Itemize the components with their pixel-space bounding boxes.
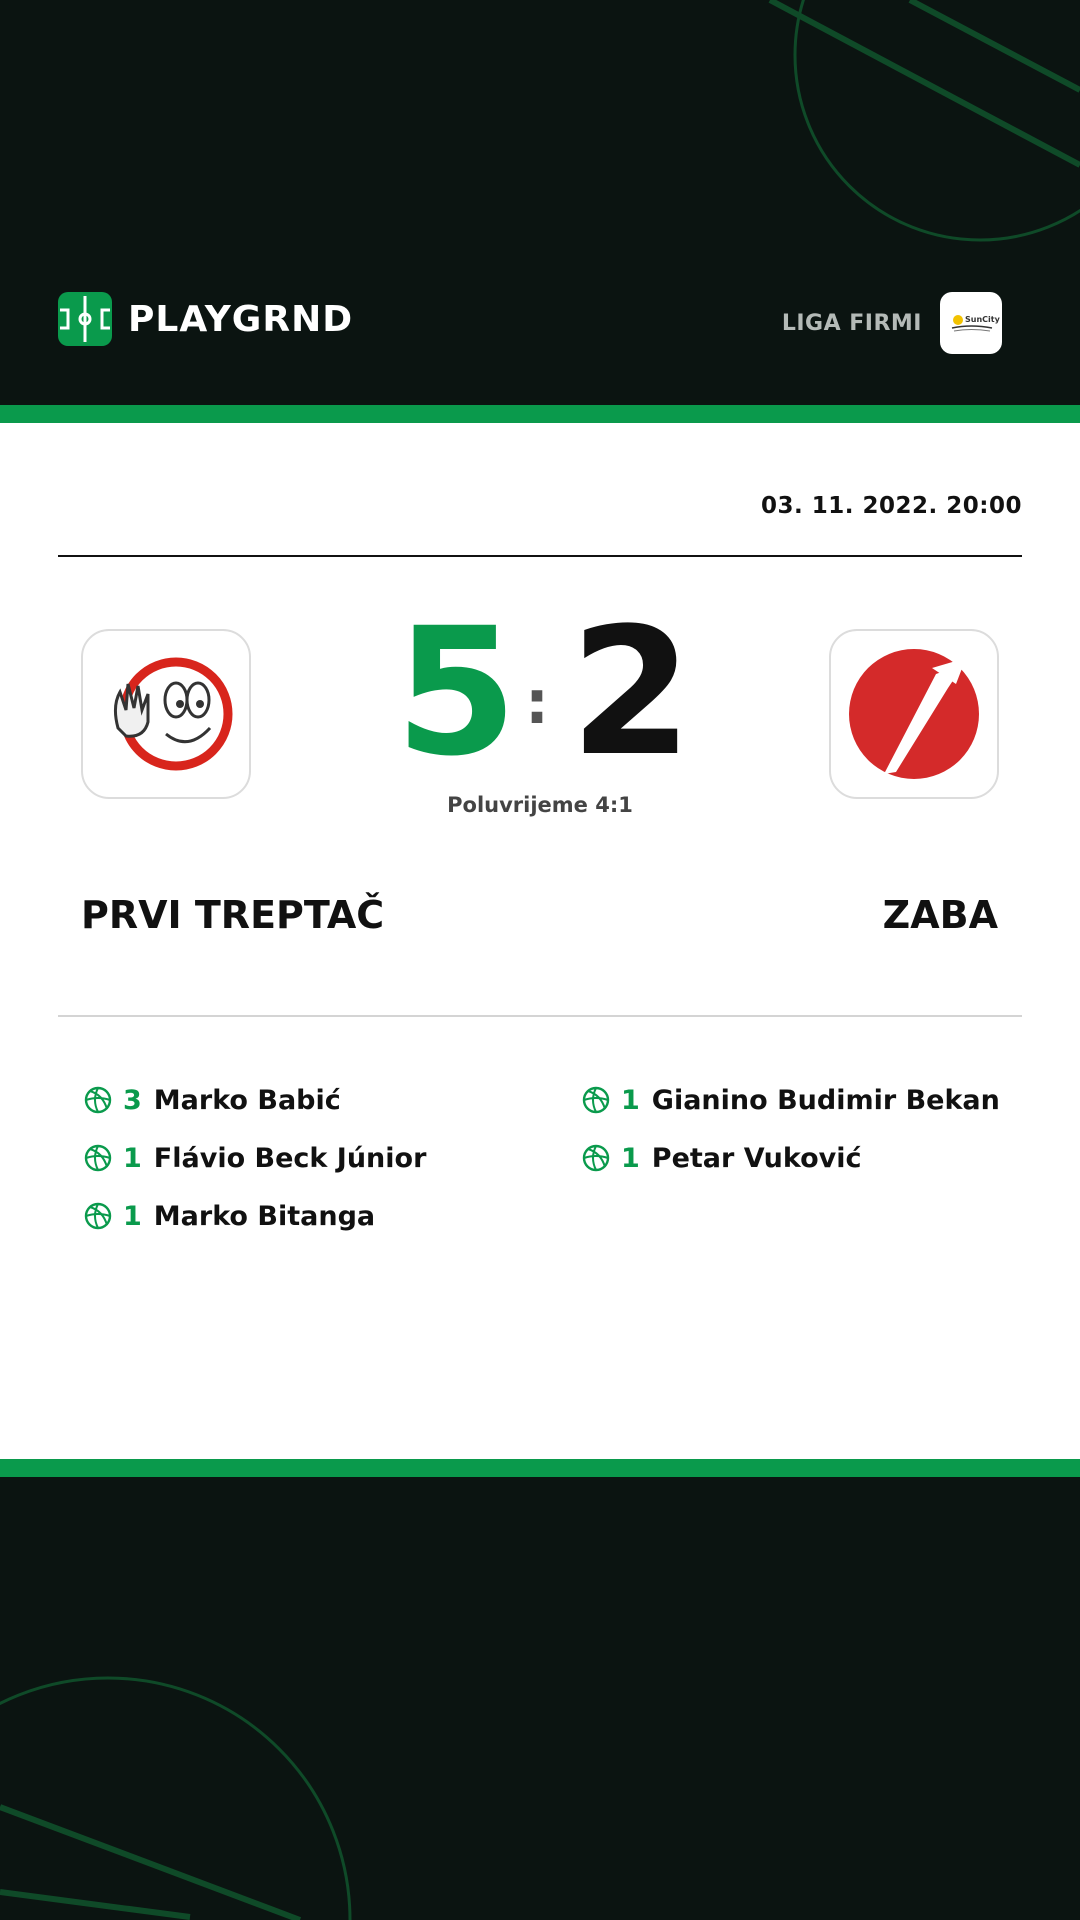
scorer-row [83, 1071, 426, 1129]
match-datetime: 03. 11. 2022. 20:00 [761, 493, 1022, 519]
pitch-lines-decoration [0, 1477, 1080, 1920]
scorer-row [581, 1071, 1000, 1129]
home-team-name: PRVI TREPTAČ [81, 893, 385, 937]
goal-count: 1 [621, 1084, 640, 1116]
field-icon [58, 292, 112, 346]
player-name: Gianino Budimir Bekan [651, 1084, 1000, 1116]
score-separator: : [525, 668, 549, 738]
away-score: 2 [570, 590, 693, 795]
match-card [0, 423, 1080, 1459]
divider [58, 555, 1022, 557]
suncity-logo [940, 292, 1002, 354]
app-header [58, 290, 1012, 348]
player-name: Petar Vuković [651, 1142, 862, 1174]
footer-background [0, 1477, 1080, 1920]
player-name: Marko Babić [153, 1084, 341, 1116]
prvi-treptac-logo [96, 644, 236, 784]
halftime-score: Poluvrijeme 4:1 [447, 793, 633, 817]
home-team-logo [81, 629, 251, 799]
away-scorers [581, 1071, 1000, 1187]
goal-count: 3 [123, 1084, 142, 1116]
ball-icon [581, 1085, 611, 1115]
scorer-row [83, 1129, 426, 1187]
ball-icon [83, 1143, 113, 1173]
ball-icon [83, 1085, 113, 1115]
goal-count: 1 [123, 1142, 142, 1174]
divider [58, 1015, 1022, 1017]
ball-icon [83, 1201, 113, 1231]
accent-stripe-top [0, 405, 1080, 423]
home-score: 5 [395, 590, 518, 795]
unicredit-logo [844, 644, 984, 784]
league-name: LIGA FIRMI [781, 310, 922, 336]
goal-count: 1 [621, 1142, 640, 1174]
scoreboard [340, 590, 740, 795]
accent-stripe-bottom [0, 1459, 1080, 1477]
away-team-name: ZABA [882, 893, 998, 937]
suncity-logo-text: SunCity [965, 315, 1000, 324]
brand [58, 292, 353, 346]
league-info [782, 292, 1002, 354]
scorer-row [581, 1129, 1000, 1187]
goal-count: 1 [123, 1200, 142, 1232]
home-scorers [83, 1071, 426, 1245]
brand-name: PLAYGRND [128, 298, 354, 340]
ball-icon [581, 1143, 611, 1173]
player-name: Marko Bitanga [153, 1200, 376, 1232]
scorer-row [83, 1187, 426, 1245]
player-name: Flávio Beck Júnior [153, 1142, 427, 1174]
away-team-logo [829, 629, 999, 799]
